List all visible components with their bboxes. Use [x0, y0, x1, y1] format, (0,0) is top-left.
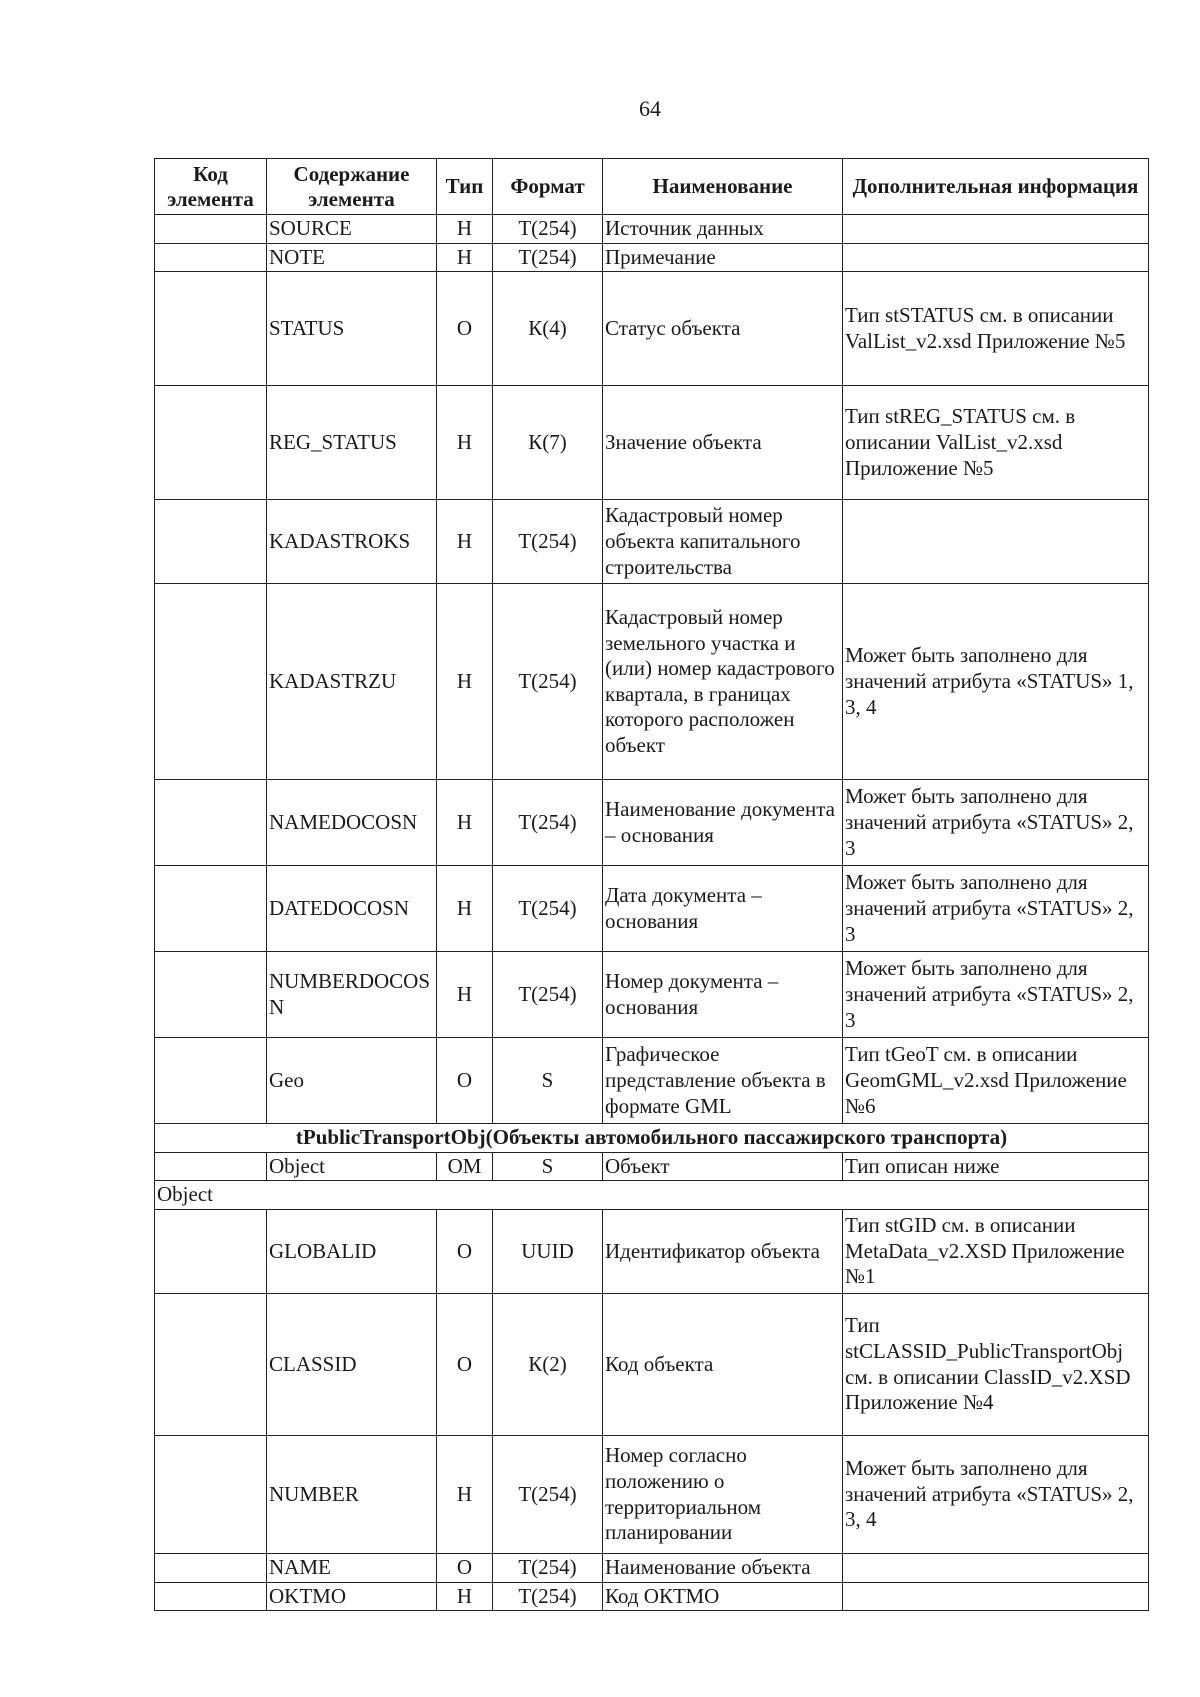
- cell-format: Т(254): [493, 952, 603, 1038]
- cell-info: Тип stGID см. в описании MetaData_v2.XSD Приложение №1: [843, 1210, 1149, 1294]
- cell-content: STATUS: [267, 272, 437, 386]
- header-code: Код элемента: [155, 159, 267, 215]
- cell-content: NUMBER: [267, 1436, 437, 1554]
- table-row: [155, 1038, 1149, 1124]
- cell-name: Наименование объекта: [603, 1554, 843, 1583]
- cell-info: Тип stREG_STATUS см. в описании ValList_v2.xsd Приложение №5: [843, 386, 1149, 500]
- cell-code: [155, 1152, 267, 1181]
- cell-code: [155, 1436, 267, 1554]
- table-row: [155, 780, 1149, 866]
- cell-format: Т(254): [493, 1582, 603, 1611]
- cell-format: Т(254): [493, 1554, 603, 1583]
- group-label: Object: [155, 1181, 1149, 1210]
- cell-name: Номер документа – основания: [603, 952, 843, 1038]
- cell-name: Кадастровый номер объекта капитального строительства: [603, 500, 843, 584]
- table-row: [155, 1554, 1149, 1583]
- cell-format: Т(254): [493, 215, 603, 244]
- cell-type: Н: [437, 780, 493, 866]
- page-number: 64: [639, 96, 661, 121]
- header-info: Дополнительная информация: [843, 159, 1149, 215]
- cell-content: Geo: [267, 1038, 437, 1124]
- cell-type: Н: [437, 500, 493, 584]
- cell-name: Источник данных: [603, 215, 843, 244]
- header-name: Наименование: [603, 159, 843, 215]
- table-row: [155, 215, 1149, 244]
- cell-type: Н: [437, 952, 493, 1038]
- cell-name: Код ОКТМО: [603, 1582, 843, 1611]
- section-title: tPublicTransportObj(Объекты автомобильного пассажирского транспорта): [155, 1124, 1149, 1153]
- cell-type: О: [437, 1210, 493, 1294]
- table-header-row: [155, 159, 1149, 215]
- cell-code: [155, 866, 267, 952]
- table-row: [155, 1210, 1149, 1294]
- cell-info: [843, 500, 1149, 584]
- section-title-row: [155, 1124, 1149, 1153]
- cell-info: Может быть заполнено для значений атрибута «STATUS» 2, 3: [843, 780, 1149, 866]
- cell-code: [155, 272, 267, 386]
- cell-name: Объект: [603, 1152, 843, 1181]
- cell-code: [155, 386, 267, 500]
- cell-type: Н: [437, 584, 493, 780]
- cell-format: К(4): [493, 272, 603, 386]
- cell-type: Н: [437, 866, 493, 952]
- cell-format: Т(254): [493, 243, 603, 272]
- cell-format: Т(254): [493, 1436, 603, 1554]
- cell-type: Н: [437, 243, 493, 272]
- cell-name: Статус объекта: [603, 272, 843, 386]
- cell-info: [843, 215, 1149, 244]
- cell-type: Н: [437, 215, 493, 244]
- cell-code: [155, 952, 267, 1038]
- cell-content: REG_STATUS: [267, 386, 437, 500]
- cell-type: О: [437, 272, 493, 386]
- cell-content: NAME: [267, 1554, 437, 1583]
- cell-code: [155, 1210, 267, 1294]
- cell-code: [155, 584, 267, 780]
- cell-name: Примечание: [603, 243, 843, 272]
- cell-info: [843, 1554, 1149, 1583]
- cell-content: DATEDOCOSN: [267, 866, 437, 952]
- header-format: Формат: [493, 159, 603, 215]
- cell-name: Идентификатор объекта: [603, 1210, 843, 1294]
- cell-type: Н: [437, 386, 493, 500]
- cell-format: Т(254): [493, 584, 603, 780]
- cell-code: [155, 500, 267, 584]
- cell-name: Значение объекта: [603, 386, 843, 500]
- table-section: [155, 1124, 1149, 1210]
- cell-type: Н: [437, 1582, 493, 1611]
- object-row: [155, 1152, 1149, 1181]
- cell-name: Дата документа – основания: [603, 866, 843, 952]
- cell-content: CLASSID: [267, 1294, 437, 1436]
- cell-code: [155, 243, 267, 272]
- cell-name: Номер согласно положению о территориальном планировании: [603, 1436, 843, 1554]
- table-row: [155, 272, 1149, 386]
- element-table: [154, 158, 1149, 1611]
- cell-content: NUMBERDOCOSN: [267, 952, 437, 1038]
- cell-code: [155, 1294, 267, 1436]
- cell-info: Может быть заполнено для значений атрибута «STATUS» 2, 3: [843, 952, 1149, 1038]
- header-type: Тип: [437, 159, 493, 215]
- cell-info: [843, 1582, 1149, 1611]
- group-row: [155, 1181, 1149, 1210]
- cell-info: Может быть заполнено для значений атрибута «STATUS» 2, 3: [843, 866, 1149, 952]
- cell-content: KADASTROKS: [267, 500, 437, 584]
- cell-format: S: [493, 1038, 603, 1124]
- table-row: [155, 866, 1149, 952]
- cell-info: Тип stSTATUS см. в описании ValList_v2.xsd Приложение №5: [843, 272, 1149, 386]
- cell-code: [155, 215, 267, 244]
- cell-name: Код объекта: [603, 1294, 843, 1436]
- cell-content: OKTMO: [267, 1582, 437, 1611]
- table-body-top: [155, 215, 1149, 1124]
- cell-format: Т(254): [493, 780, 603, 866]
- cell-code: [155, 780, 267, 866]
- cell-content: NOTE: [267, 243, 437, 272]
- cell-info: Может быть заполнено для значений атрибута «STATUS» 1, 3, 4: [843, 584, 1149, 780]
- table-row: [155, 1582, 1149, 1611]
- cell-type: О: [437, 1294, 493, 1436]
- table-row: [155, 243, 1149, 272]
- cell-type: ОМ: [437, 1152, 493, 1181]
- cell-type: О: [437, 1554, 493, 1583]
- cell-format: Т(254): [493, 500, 603, 584]
- cell-type: Н: [437, 1436, 493, 1554]
- header-content: Содержание элемента: [267, 159, 437, 215]
- cell-content: KADASTRZU: [267, 584, 437, 780]
- cell-content: GLOBALID: [267, 1210, 437, 1294]
- cell-info: Тип описан ниже: [843, 1152, 1149, 1181]
- cell-content: NAMEDOCOSN: [267, 780, 437, 866]
- cell-code: [155, 1038, 267, 1124]
- cell-info: [843, 243, 1149, 272]
- table-row: [155, 952, 1149, 1038]
- cell-type: О: [437, 1038, 493, 1124]
- table-row: [155, 386, 1149, 500]
- table-body-bottom: [155, 1210, 1149, 1611]
- cell-format: UUID: [493, 1210, 603, 1294]
- cell-code: [155, 1554, 267, 1583]
- cell-code: [155, 1582, 267, 1611]
- cell-content: Object: [267, 1152, 437, 1181]
- table-row: [155, 584, 1149, 780]
- table-row: [155, 1436, 1149, 1554]
- cell-format: К(2): [493, 1294, 603, 1436]
- cell-name: Кадастровый номер земельного участка и (или) номер кадастрового квартала, в границах которого расположен объект: [603, 584, 843, 780]
- cell-name: Графическое представление объекта в формате GML: [603, 1038, 843, 1124]
- cell-content: SOURCE: [267, 215, 437, 244]
- cell-format: S: [493, 1152, 603, 1181]
- table-row: [155, 500, 1149, 584]
- cell-format: Т(254): [493, 866, 603, 952]
- cell-name: Наименование документа – основания: [603, 780, 843, 866]
- cell-format: К(7): [493, 386, 603, 500]
- cell-info: Может быть заполнено для значений атрибута «STATUS» 2, 3, 4: [843, 1436, 1149, 1554]
- cell-info: Тип tGeoT см. в описании GeomGML_v2.xsd Приложение №6: [843, 1038, 1149, 1124]
- table-row: [155, 1294, 1149, 1436]
- cell-info: Тип stCLASSID_PublicTransportObj см. в описании ClassID_v2.XSD Приложение №4: [843, 1294, 1149, 1436]
